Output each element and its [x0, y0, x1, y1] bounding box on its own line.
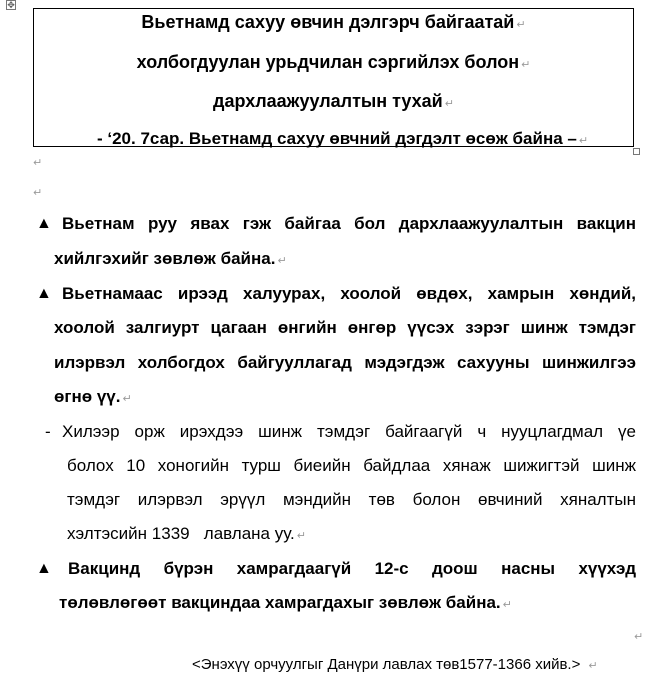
bullet-1-line-1: Вьетнам руу явах гэж байгаа бол дархлаажуулалтын вакцин	[62, 214, 636, 233]
empty-paragraph-mark: ↵	[33, 187, 43, 199]
bullet-3-line-1: Вакцинд бүрэн хамрагдаагүй 12-с доош насны хүүхэд	[68, 559, 636, 578]
dash-item-line-3: тэмдэг илэрвэл эрүүл мэндийн төв болон өвчиний хяналтын	[67, 490, 636, 509]
bullet-2-line-1: Вьетнамаас ирээд халуурах, хоолой өвдөх, хамрын хөндий,	[62, 284, 636, 303]
bullet-1-line-2: хийлгэхийг зөвлөж байна. ↵	[54, 249, 287, 268]
bullet-2-line-2: хоолой залгиурт цагаан өнгийн өнгөр үүсэх зэрэг шинж тэмдэг	[54, 318, 636, 337]
table-move-handle[interactable]: ✥	[7, 0, 15, 10]
subtitle: - ‘20. 7сар. Вьетнамд сахуу өвчний дэгдэлт өсөж байна – ↵	[97, 129, 589, 148]
triangle-bullet-icon: ▲	[36, 560, 52, 577]
dash-item-line-2: болох 10 хоногийн турш биеийн байдлаа хянаж шижигтэй шинж	[67, 456, 636, 475]
dash-item-line-4: хэлтэсийн 1339 лавлана уу. ↵	[67, 524, 306, 543]
footer-note: <Энэхүү орчуулгыг Данүри лавлах төв1577-1366 хийв.> ↵	[192, 656, 598, 673]
bullet-2-line-3: илэрвэл холбогдох байгууллагад мэдэгдэж сахууны шинжилгээ	[54, 353, 636, 372]
table-resize-handle[interactable]	[633, 148, 640, 155]
title-line-2: холбогдуулан урьдчилан сэргийлэх болон ↵	[136, 52, 531, 72]
title-line-1: Вьетнамд сахуу өвчин дэлгэрч байгаатай ↵	[141, 12, 526, 32]
empty-paragraph-mark: ↵	[634, 631, 644, 643]
dash-item-line-1: Хилээр орж ирэхдээ шинж тэмдэг байгаагүй ч нууцлагдмал үе	[62, 422, 636, 441]
triangle-bullet-icon: ▲	[36, 285, 52, 302]
empty-paragraph-mark: ↵	[33, 157, 43, 169]
title-line-3: дархлаажуулалтын тухай ↵	[213, 91, 454, 111]
dash-bullet: -	[45, 422, 51, 441]
bullet-3-line-2: төлөвлөгөөт вакциндаа хамрагдахыг зөвлөж байна. ↵	[59, 593, 512, 612]
bullet-2-line-4: өгнө үү. ↵	[54, 387, 132, 406]
triangle-bullet-icon: ▲	[36, 215, 52, 232]
